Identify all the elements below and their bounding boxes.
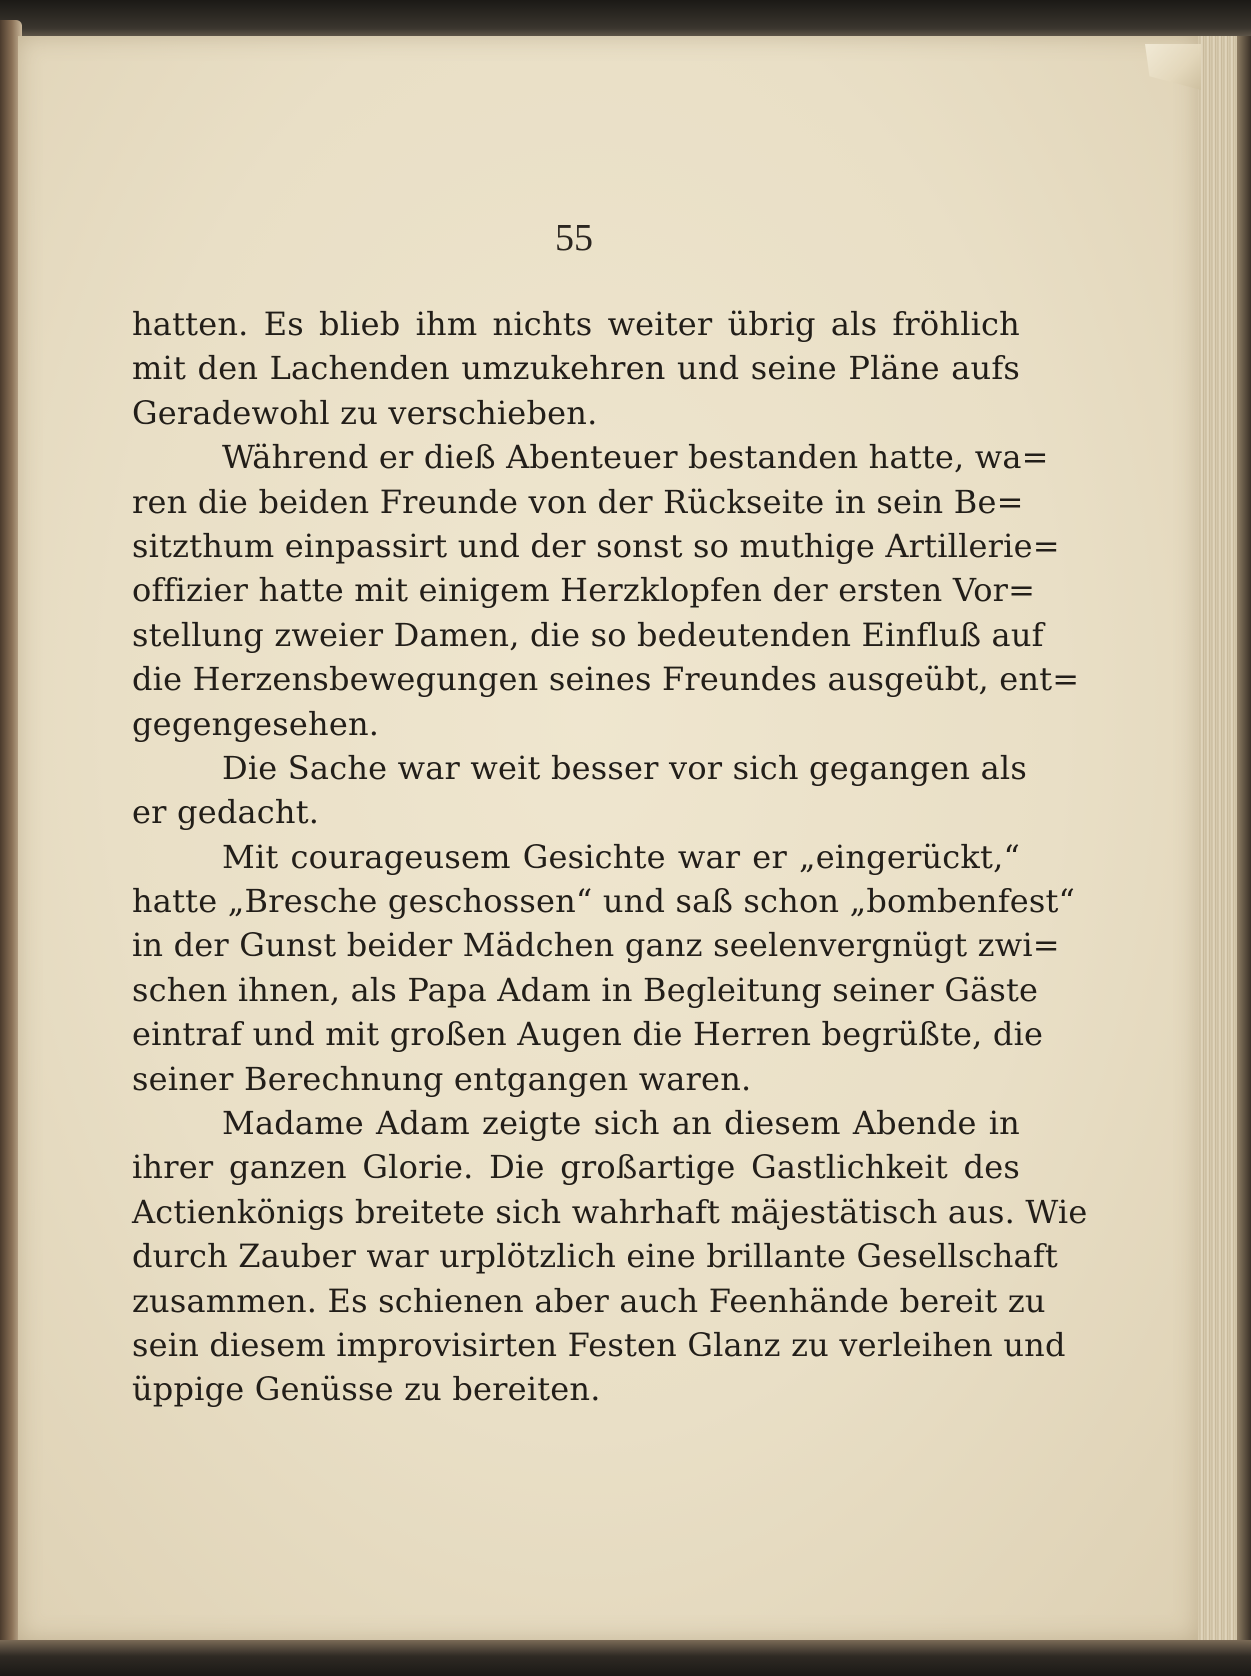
text-line: schen ihnen, als Papa Adam in Begleitung seiner Gäste xyxy=(132,970,1039,1009)
text-line: Während er dieß Abenteuer bestanden hatte, wa= xyxy=(222,438,1049,477)
text-line: offizier hatte mit einigem Herzklopfen der ersten Vor= xyxy=(132,571,1036,610)
top-binding-band xyxy=(0,0,1251,40)
text-line: zusammen. Es schienen aber auch Feenhände bereit zu xyxy=(132,1281,1046,1320)
text-line: die Herzensbewegungen seines Freundes ausgeübt, ent= xyxy=(132,660,1080,699)
text-line: Geradewohl zu verschieben. xyxy=(132,393,598,432)
text-line: hatten. Es blieb ihm nichts weiter übrig als fröhlich xyxy=(132,305,1020,343)
text-line: üppige Genüsse zu bereiten. xyxy=(132,1370,601,1409)
text-line: sitzthum einpassirt und der sonst so muthige Artillerie= xyxy=(132,526,1060,565)
text-line: er gedacht. xyxy=(132,793,320,832)
body-text xyxy=(132,302,1088,1412)
text-line: seiner Berechnung entgangen waren. xyxy=(132,1059,752,1098)
text-line: Madame Adam zeigte sich an diesem Abende in xyxy=(222,1104,1020,1143)
text-line: ren die beiden Freunde von der Rückseite in sein Be= xyxy=(132,482,1024,521)
text-line: gegengesehen. xyxy=(132,704,380,743)
bottom-binding-band xyxy=(0,1640,1251,1676)
text-line: durch Zauber war urplötzlich eine brillante Gesellschaft xyxy=(132,1237,1058,1276)
text-line: ihrer ganzen Glorie. Die großartige Gastlichkeit des xyxy=(132,1148,1020,1187)
page-stack-edges xyxy=(1198,36,1251,1640)
text-line: Mit courageusem Gesichte war er „eingerückt,“ xyxy=(222,837,1020,876)
text-line: eintraf und mit großen Augen die Herren begrüßte, die xyxy=(132,1015,1044,1054)
text-line: stellung zweier Damen, die so bedeutenden Einfluß auf xyxy=(132,615,1044,654)
text-line: in der Gunst beider Mädchen ganz seelenvergnügt zwi= xyxy=(132,926,1060,965)
text-line: sein diesem improvisirten Festen Glanz zu verleihen und xyxy=(132,1325,1066,1364)
text-line: Die Sache war weit besser vor sich gegangen als xyxy=(222,748,1027,787)
text-line: Actienkönigs breitete sich wahrhaft mäjestätisch aus. Wie xyxy=(132,1192,1088,1231)
text-line: mit den Lachenden umzukehren und seine Pläne aufs xyxy=(132,349,1020,388)
page-number: 55 xyxy=(555,217,593,259)
text-line: hatte „Bresche geschossen“ und saß schon „bombenfest“ xyxy=(132,882,1076,921)
